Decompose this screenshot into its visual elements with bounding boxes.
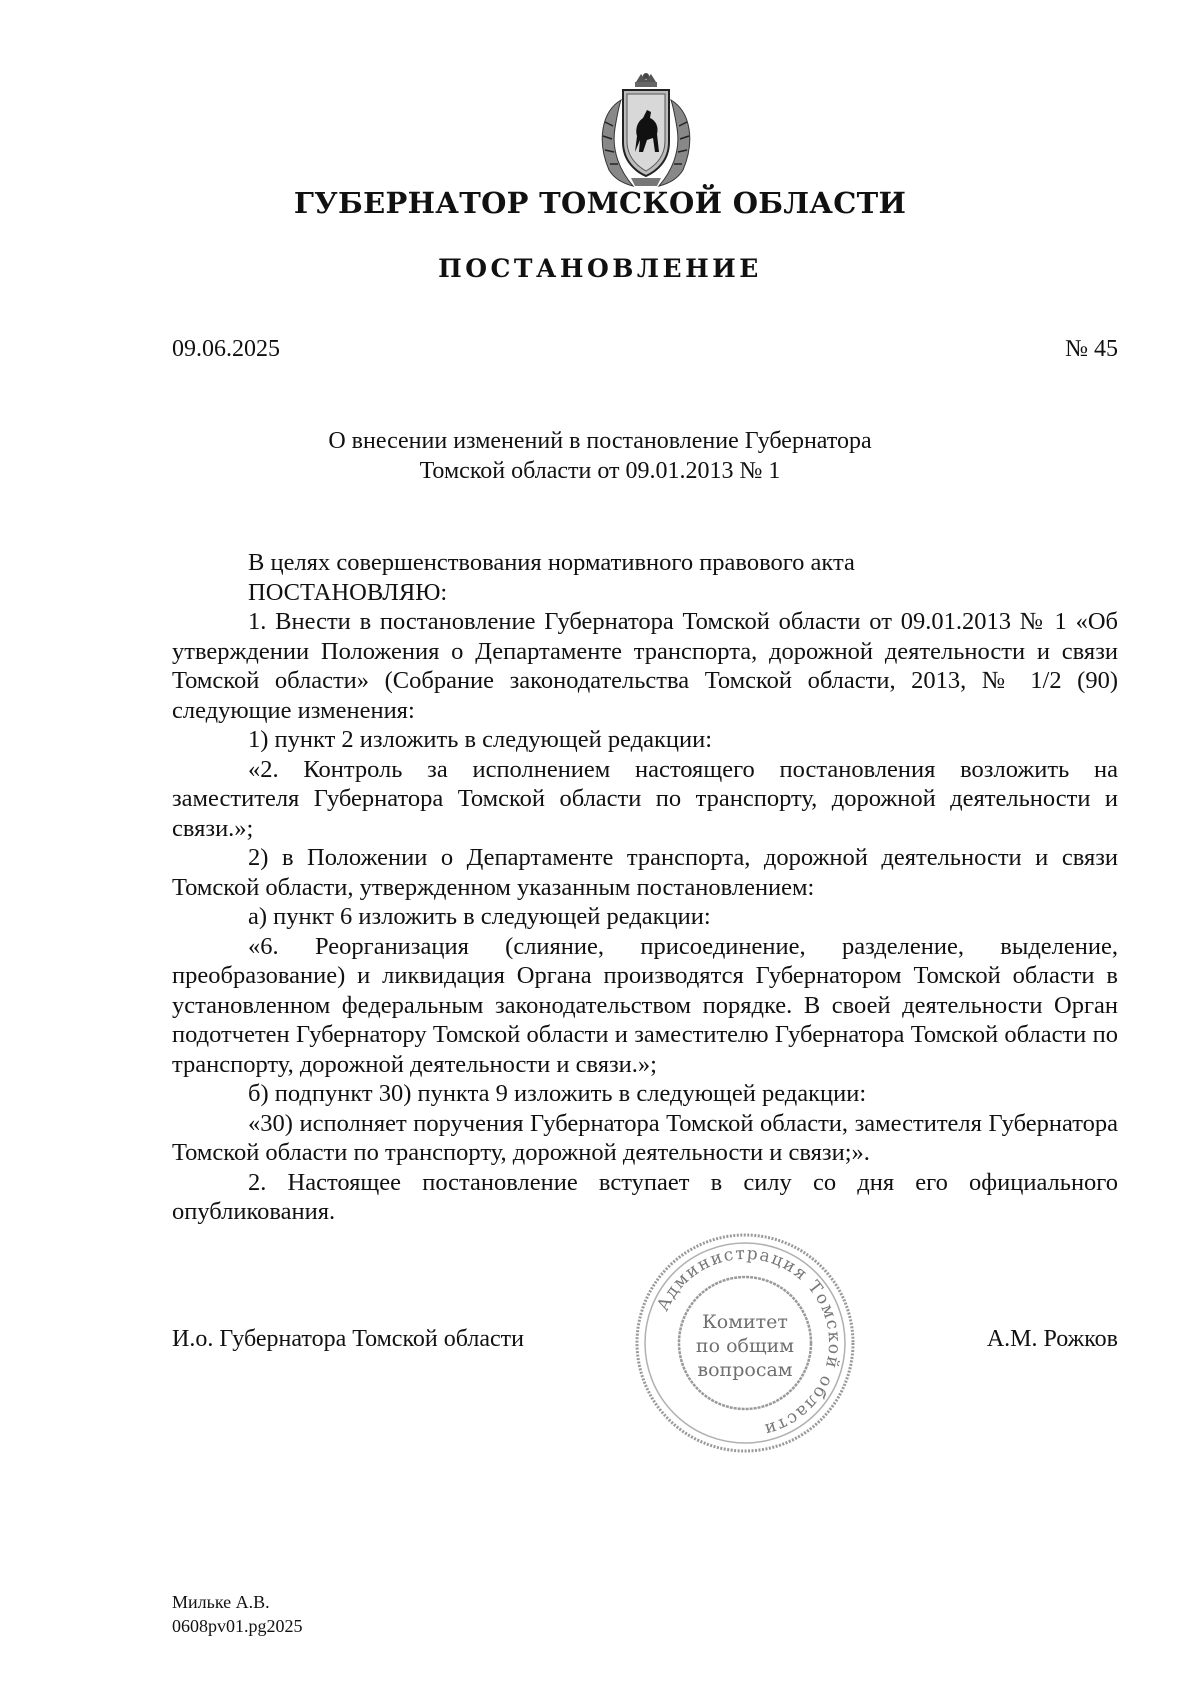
file-code: 0608pv01.pg2025 (172, 1616, 303, 1636)
document-subject (0, 426, 1200, 486)
seal-ring-text: Администрация Томской области (653, 1243, 845, 1440)
resolve-paragraph: ПОСТАНОВЛЯЮ: (248, 578, 448, 606)
clause-2-paragraph: 2. Настоящее постановление вступает в силу со дня его официального опубликования. (172, 1168, 1118, 1225)
document-type-heading: ПОСТАНОВЛЕНИЕ (438, 254, 762, 283)
subclause-1-paragraph: 1) пункт 2 изложить в следующей редакции: (248, 726, 713, 753)
clause-1-paragraph: 1. Внести в постановление Губернатора Томской области от 09.01.2013 № 1 «Об утверждении Положения о Департаменте транспорта, дорожной деятельности и связи Томской области» (Собрание законодательства Томской области, 2013, № 1/2 (90) следующие изменения: (172, 608, 1118, 724)
quoted-clause-30-paragraph: «30) исполняет поручения Губернатора Томской области, заместителя Губернатора Томской области по транспорту, дорожной деятельности и связи;». (172, 1109, 1118, 1166)
signatory-name: А.М. Рожков (986, 1326, 1118, 1352)
quoted-clause-2-paragraph: «2. Контроль за исполнением настоящего постановления возложить на заместителя Губернатора Томской области по транспорту, дорожной деятельности и связи.»; (172, 755, 1118, 842)
executor-name: Мильке А.В. (172, 1592, 270, 1612)
official-seal-stamp (630, 1228, 860, 1458)
subclause-b-paragraph: б) подпункт 30) пункта 9 изложить в следующей редакции: (248, 1080, 867, 1107)
signatory-position: И.о. Губернатора Томской области (172, 1326, 524, 1352)
footer-note (172, 1590, 303, 1638)
subject-line-1: О внесении изменений в постановление Губернатора (328, 428, 872, 454)
subclause-2-paragraph: 2) в Положении о Департаменте транспорта, дорожной деятельности и связи Томской области, утвержденном указанным постановлением: (172, 844, 1118, 901)
subject-line-2: Томской области от 09.01.2013 № 1 (419, 458, 781, 484)
document-number: № 45 (1065, 336, 1118, 362)
subclause-a-paragraph: а) пункт 6 изложить в следующей редакции: (248, 903, 711, 930)
issuing-authority-heading: ГУБЕРНАТОР ТОМСКОЙ ОБЛАСТИ (293, 186, 907, 220)
preamble-paragraph: В целях совершенствования нормативного правового акта (248, 549, 855, 576)
seal-center-line-3: вопросам (697, 1359, 793, 1381)
seal-center-line-1: Комитет (702, 1311, 788, 1333)
seal-center-line-2: по общим (695, 1335, 795, 1357)
document-date: 09.06.2025 (172, 336, 280, 362)
document-body (172, 548, 1118, 1227)
tomsk-region-coat-of-arms-icon (591, 72, 701, 190)
quoted-clause-6-paragraph: «6. Реорганизация (слияние, присоединение, разделение, выделение, преобразование) и ликвидация Органа производятся Губернатором Томской области в установленном федеральным законодательством порядке. В своей деятельности Орган подотчетен Губернатору Томской области и заместителю Губернатора Томской области по транспорту, дорожной деятельности и связи.»; (172, 932, 1118, 1078)
